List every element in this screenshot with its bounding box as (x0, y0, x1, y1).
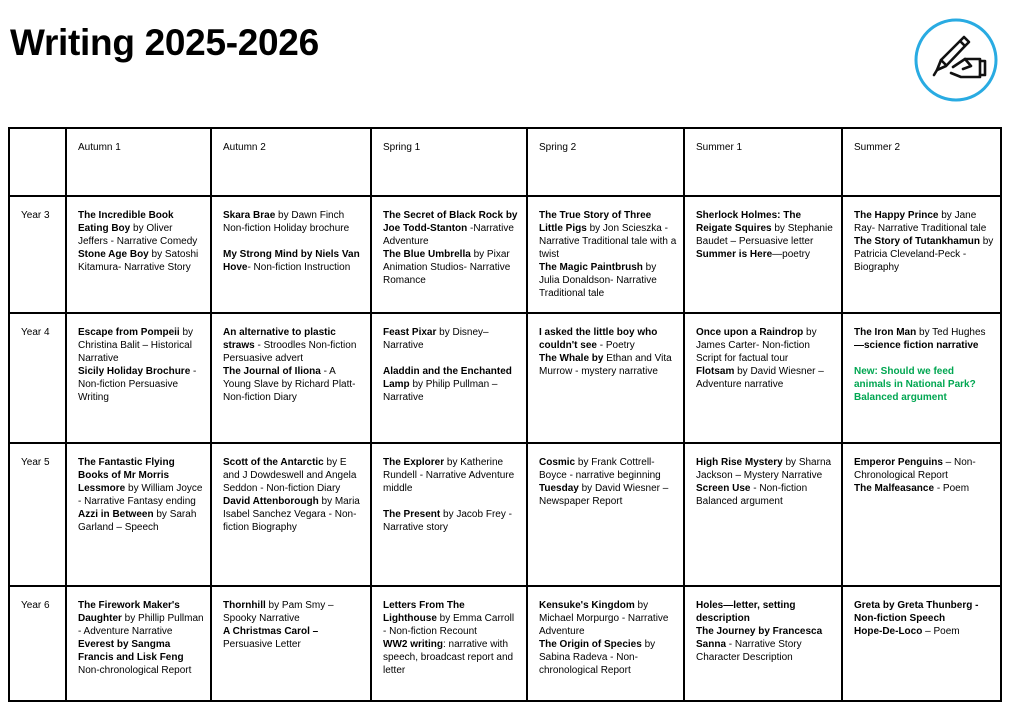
unit-title: Everest by Sangma Francis and Lisk Feng (78, 639, 184, 663)
unit-entry (223, 365, 364, 404)
table-row (9, 586, 1001, 701)
unit-entry (854, 326, 994, 339)
unit-cell (211, 196, 371, 313)
unit-entry (696, 365, 835, 391)
unit-description: - Non-fiction Balanced argument (696, 483, 808, 507)
unit-title: The Incredible Book Eating Boy (78, 210, 174, 234)
unit-description: by Julia Donaldson- Narrative Traditional tale (539, 262, 657, 299)
unit-entry (78, 365, 204, 404)
page-title: Writing 2025-2026 (10, 22, 319, 63)
unit-entry (78, 456, 204, 508)
unit-description: by Oliver Jeffers - Narrative Comedy (78, 223, 198, 247)
unit-entry (696, 248, 835, 261)
unit-cell (371, 443, 527, 586)
unit-entry (78, 209, 204, 248)
unit-title: A Christmas Carol – (223, 626, 319, 637)
unit-description: - A Young Slave by Richard Platt- Non-fiction Diary (223, 366, 356, 403)
unit-cell (684, 443, 842, 586)
unit-description: by Sharna Jackson – Mystery Narrative (696, 457, 832, 481)
unit-entry (78, 326, 204, 365)
unit-entry (696, 599, 835, 625)
unit-description: by Satoshi Kitamura- Narrative Story (78, 249, 199, 273)
unit-title: The Secret of Black Rock by Joe Todd-Stanton (383, 210, 518, 234)
unit-cell (527, 443, 684, 586)
unit-entry (539, 261, 677, 300)
unit-title: The Present (383, 509, 441, 520)
unit-entry (78, 599, 204, 638)
unit-entry (696, 326, 835, 365)
unit-description: - Stroodles Non-fiction Persuasive advert (223, 340, 357, 364)
unit-title: Once upon a Raindrop (696, 327, 804, 338)
unit-cell (66, 313, 211, 443)
unit-description: by David Wiesner – Adventure narrative (696, 366, 824, 390)
unit-cell (371, 586, 527, 701)
unit-description: by Emma Carroll - Non-fiction Recount (383, 613, 515, 637)
writing-hand-icon (913, 17, 999, 103)
table-row (9, 196, 1001, 313)
unit-title: My Strong Mind by Niels Van Hove (223, 249, 360, 273)
unit-description: by Jane Ray- Narrative Traditional tale (854, 210, 987, 234)
unit-description: by William Joyce - Narrative Fantasy ending (78, 483, 203, 507)
paragraph-gap (223, 235, 364, 248)
paragraph-gap (383, 495, 520, 508)
unit-title: Letters From The Lighthouse (383, 600, 465, 624)
unit-description: by Jon Scieszka - Narrative Traditional tale with a twist (539, 223, 677, 260)
unit-entry (223, 495, 364, 534)
unit-description: by Jacob Frey - Narrative story (383, 509, 512, 533)
unit-entry (854, 599, 994, 625)
unit-description: by Pam Smy – Spooky Narrative (223, 600, 334, 624)
unit-title: Hope-De-Loco (854, 626, 923, 637)
unit-title: Escape from Pompeii (78, 327, 180, 338)
unit-cell (211, 586, 371, 701)
term-header-summer-1: Summer 1 (684, 128, 842, 196)
unit-entry (854, 365, 994, 404)
unit-title: The Story of Tutankhamun (854, 236, 980, 247)
unit-description: by Disney– Narrative (383, 327, 489, 351)
unit-entry (383, 456, 520, 495)
unit-description: Persuasive Letter (223, 639, 301, 650)
unit-description: by Pixar Animation Studios- Narrative Romance (383, 249, 511, 286)
year-label: Year 5 (9, 443, 66, 586)
year-label: Year 3 (9, 196, 66, 313)
unit-entry (854, 456, 994, 482)
unit-description: -Narrative Adventure (383, 223, 514, 247)
unit-entry (78, 638, 204, 677)
table-row (9, 443, 1001, 586)
unit-title: Feast Pixar (383, 327, 437, 338)
term-header-summer-2: Summer 2 (842, 128, 1001, 196)
unit-description: - Poem (934, 483, 970, 494)
unit-cell (842, 586, 1001, 701)
unit-description: - Narrative Story Character Description (696, 639, 802, 663)
unit-title: Kensuke's Kingdom (539, 600, 635, 611)
unit-entry (383, 365, 520, 404)
term-header-spring-1: Spring 1 (371, 128, 527, 196)
unit-description: by Sarah Garland – Speech (78, 509, 197, 533)
unit-description: by Maria Isabel Sanchez Vegara - Non-fiction Biography (223, 496, 360, 533)
unit-title: Thornhill (223, 600, 266, 611)
unit-entry (539, 456, 677, 482)
term-header-spring-2: Spring 2 (527, 128, 684, 196)
unit-entry (78, 508, 204, 534)
unit-description: by Christina Balit – Historical Narrative (78, 327, 194, 364)
unit-cell (371, 196, 527, 313)
paragraph-gap (383, 352, 520, 365)
unit-description: – Non-Chronological Report (854, 457, 976, 481)
unit-cell (211, 443, 371, 586)
unit-cell (684, 586, 842, 701)
unit-title: David Attenborough (223, 496, 319, 507)
unit-cell (527, 586, 684, 701)
new-unit-text: New: Should we feed animals in National Park? Balanced argument (854, 366, 976, 403)
unit-entry (854, 235, 994, 274)
unit-entry (539, 599, 677, 638)
table-row (9, 313, 1001, 443)
unit-entry (854, 482, 994, 495)
unit-entry (854, 209, 994, 235)
unit-entry (383, 326, 520, 352)
unit-title: Summer is Here (696, 249, 773, 260)
unit-cell (371, 313, 527, 443)
unit-cell (684, 313, 842, 443)
unit-title: The Iron Man (854, 327, 917, 338)
unit-description: by Michael Morpurgo - Narrative Adventure (539, 600, 669, 637)
unit-description: - Poetry (596, 340, 635, 351)
unit-cell (211, 313, 371, 443)
unit-entry (223, 209, 364, 235)
unit-cell (66, 586, 211, 701)
unit-entry (539, 326, 677, 352)
unit-title: The Firework Maker's Daughter (78, 600, 180, 624)
unit-entry (539, 482, 677, 508)
unit-entry (539, 209, 677, 261)
unit-title: The Blue Umbrella (383, 249, 471, 260)
unit-description: : narrative with speech, broadcast report and letter (383, 639, 514, 676)
unit-description: by James Carter- Non-fiction Script for factual tour (696, 327, 817, 364)
unit-title: Greta by Greta Thunberg - Non-fiction Speech (854, 600, 979, 624)
header-row (9, 128, 1001, 196)
unit-cell (66, 443, 211, 586)
unit-title: Emperor Penguins (854, 457, 943, 468)
unit-description: by Frank Cottrell-Boyce - narrative beginning (539, 457, 661, 481)
unit-description: Non-chronological Report (78, 665, 192, 676)
unit-entry (383, 248, 520, 287)
unit-title: Sicily Holiday Brochure (78, 366, 191, 377)
unit-title: WW2 writing (383, 639, 443, 650)
unit-title: Stone Age Boy (78, 249, 149, 260)
unit-entry (223, 326, 364, 365)
unit-description: Ethan and Vita Murrow - mystery narrative (539, 353, 672, 377)
unit-title: High Rise Mystery (696, 457, 783, 468)
unit-title: The Explorer (383, 457, 445, 468)
unit-entry (383, 638, 520, 677)
unit-title: Tuesday (539, 483, 579, 494)
unit-title: The Happy Prince (854, 210, 939, 221)
unit-description: by Ted Hughes (916, 327, 986, 338)
unit-description: by David Wiesner – Newspaper Report (539, 483, 669, 507)
unit-description: – Poem (922, 626, 960, 637)
unit-entry (223, 248, 364, 274)
unit-description: —poetry (772, 249, 810, 260)
corner-cell (9, 128, 66, 196)
unit-entry (78, 248, 204, 274)
unit-cell (527, 196, 684, 313)
unit-title: Cosmic (539, 457, 576, 468)
unit-description: - Non-fiction Instruction (247, 262, 351, 273)
unit-title: I asked the little boy who couldn't see (539, 327, 658, 351)
unit-cell (684, 196, 842, 313)
year-label: Year 6 (9, 586, 66, 701)
unit-entry (696, 209, 835, 248)
unit-title: Sherlock Holmes: The Reigate Squires (696, 210, 802, 234)
unit-title: Flotsam (696, 366, 735, 377)
unit-title: Skara Brae (223, 210, 276, 221)
unit-entry (539, 638, 677, 677)
unit-title: Aladdin and the Enchanted Lamp (383, 366, 512, 390)
unit-entry (383, 508, 520, 534)
paragraph-gap (854, 352, 994, 365)
unit-entry (696, 456, 835, 482)
unit-title: —science fiction narrative (854, 340, 979, 351)
unit-description: by Katherine Rundell - Narrative Adventure middle (383, 457, 515, 494)
unit-description: by E and J Dowdeswell and Angela Seddon - Non-fiction Diary (223, 457, 357, 494)
unit-cell (842, 313, 1001, 443)
unit-description: - Non-fiction Persuasive Writing (78, 366, 197, 403)
unit-entry (223, 599, 364, 625)
unit-title: The Malfeasance (854, 483, 935, 494)
unit-cell (842, 443, 1001, 586)
unit-entry (383, 599, 520, 638)
unit-title: Holes—letter, setting description (696, 600, 796, 624)
unit-entry (223, 456, 364, 495)
unit-entry (854, 339, 994, 352)
unit-title: The Journal of Iliona (223, 366, 321, 377)
writing-curriculum-table (8, 127, 1002, 702)
unit-title: Scott of the Antarctic (223, 457, 324, 468)
unit-description: by Philip Pullman – Narrative (383, 379, 498, 403)
unit-entry (696, 482, 835, 508)
unit-cell (66, 196, 211, 313)
unit-title: The Journey by Francesca Sanna (696, 626, 823, 650)
unit-cell (527, 313, 684, 443)
term-header-autumn-1: Autumn 1 (66, 128, 211, 196)
table-body (9, 128, 1001, 701)
unit-title: The Origin of Species (539, 639, 642, 650)
unit-title: The Fantastic Flying Books of Mr Morris Lessmore (78, 457, 175, 494)
unit-description: by Patricia Cleveland-Peck - Biography (854, 236, 994, 273)
unit-title: Azzi in Between (78, 509, 154, 520)
unit-entry (223, 625, 364, 651)
unit-description: by Dawn Finch Non-fiction Holiday brochure (223, 210, 350, 234)
term-header-autumn-2: Autumn 2 (211, 128, 371, 196)
unit-description: by Phillip Pullman - Adventure Narrative (78, 613, 204, 637)
unit-title: The True Story of Three Little Pigs (539, 210, 652, 234)
unit-entry (383, 209, 520, 248)
unit-title: An alternative to plastic straws (223, 327, 336, 351)
unit-title: The Whale by (539, 353, 604, 364)
unit-title: The Magic Paintbrush (539, 262, 643, 273)
year-label: Year 4 (9, 313, 66, 443)
unit-description: by Stephanie Baudet – Persuasive letter (696, 223, 833, 247)
unit-description: by Sabina Radeva - Non-chronological Report (539, 639, 656, 676)
unit-entry (539, 352, 677, 378)
unit-cell (842, 196, 1001, 313)
unit-entry (854, 625, 994, 638)
unit-entry (696, 625, 835, 664)
unit-title: Screen Use (696, 483, 751, 494)
